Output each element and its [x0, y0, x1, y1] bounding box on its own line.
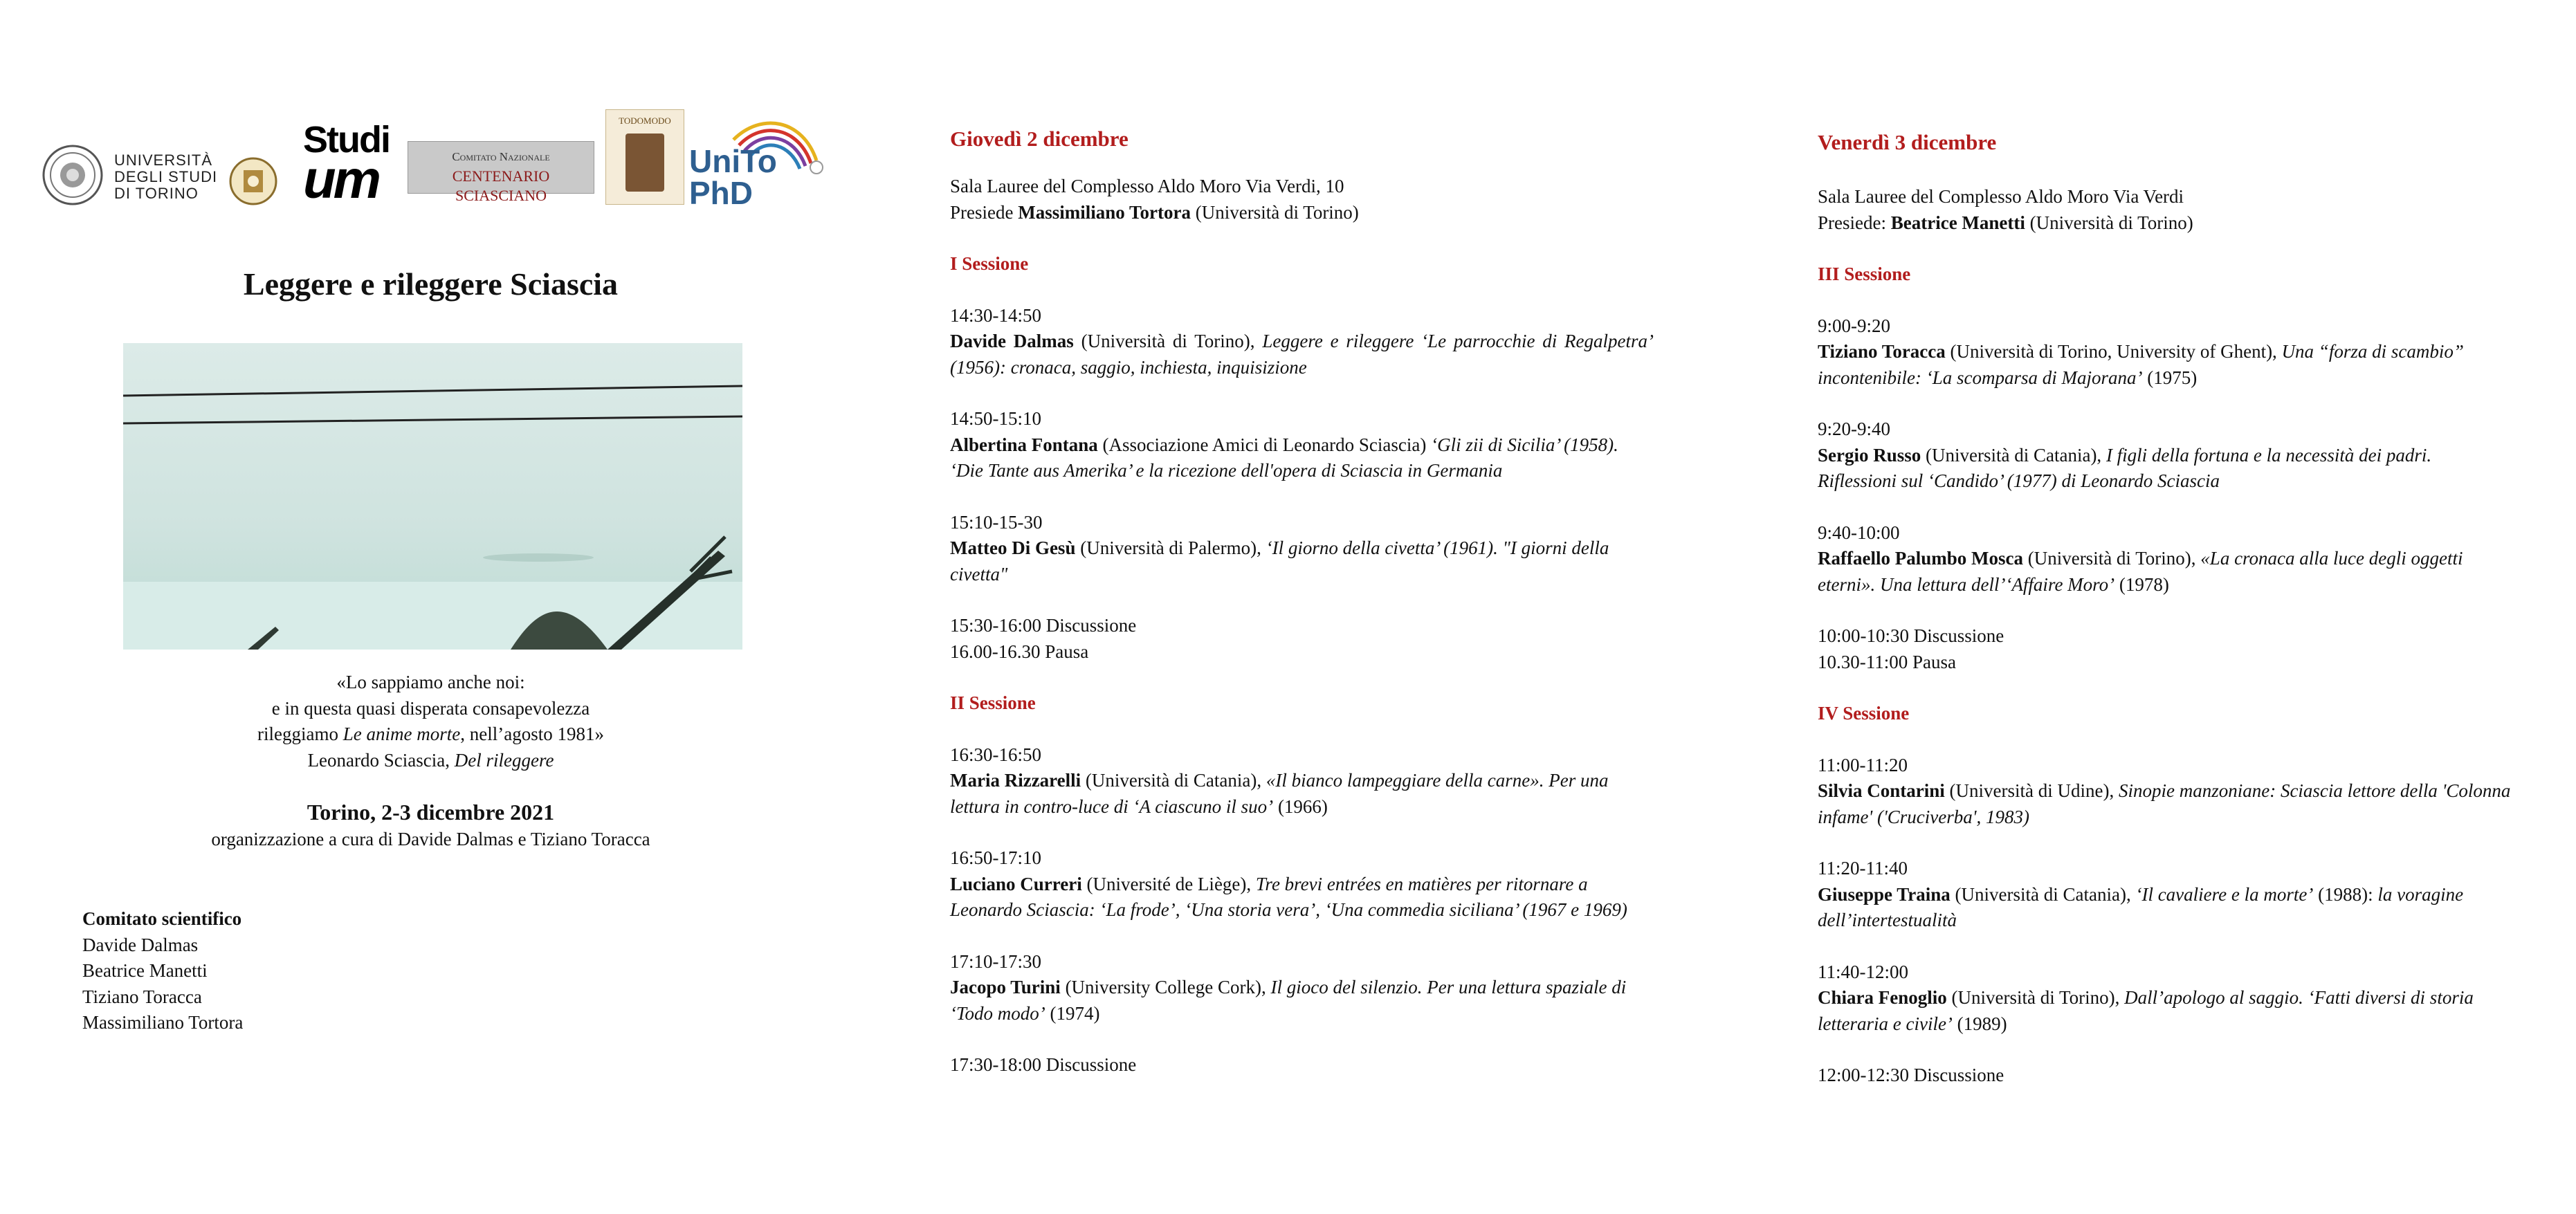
session-1-heading: I Sessione [950, 253, 1029, 274]
day1-heading: Giovedì 2 dicembre [950, 127, 1129, 151]
talk-entry: Silvia Contarini (Università di Udine), Sinopie manzoniane: Sciascia lettore della 'Colonna infame' ('Cruciverba', 1983) [1818, 780, 2511, 827]
talk-time: 9:40-10:00 [1818, 522, 1900, 543]
committee-member: Massimiliano Tortora [82, 1012, 244, 1033]
session-4-heading: IV Sessione [1818, 703, 1910, 724]
day2-venue: Sala Lauree del Complesso Aldo Moro Via Verdi [1818, 186, 2184, 207]
talk-time: 14:50-15:10 [950, 408, 1041, 429]
comitato-line1: Comitato Nazionale [452, 150, 550, 163]
discussion: 10:00-10:30 Discussione [1818, 625, 2004, 646]
scientific-committee [82, 906, 428, 1036]
studium-bottom: um [303, 149, 378, 210]
unito-line2: DEGLI STUDI [114, 168, 218, 185]
committee-member: Davide Dalmas [82, 934, 199, 955]
talk-entry: Davide Dalmas (Università di Torino), Leggere e rileggere ‘Le parrocchie di Regalpetra’ (1956): cronaca, saggio, inchiesta, inquisizione [950, 331, 1654, 378]
talk-entry: Jacopo Turini (University College Cork), Il gioco del silenzio. Per una lettura spaziale di ‘Todo modo’ (1974) [950, 977, 1627, 1024]
session-3-heading: III Sessione [1818, 264, 1911, 284]
talk-time: 11:40-12:00 [1818, 961, 1908, 982]
comitato-logo [408, 141, 594, 204]
discussion: 12:00-12:30 Discussione [1818, 1065, 2004, 1085]
todomodo-figure [625, 134, 664, 192]
talk-time: 15:10-15-30 [950, 511, 1043, 533]
talk-time: 9:00-9:20 [1818, 315, 1890, 336]
talk-entry: Raffaello Palumbo Mosca (Università di Torino), «La cronaca alla luce degli oggetti eterni». Una lettura dell’‘Affaire Moro’ (1978) [1818, 548, 2463, 595]
studium-top: Studi [303, 119, 390, 160]
day1-chair: Presiede Massimiliano Tortora (Università di Torino) [950, 201, 1359, 223]
comitato-line2: CENTENARIO SCIASCIANO [452, 167, 550, 204]
organizers: organizzazione a cura di Davide Dalmas e Tiziano Toracca [211, 829, 650, 849]
pause: 16.00-16.30 Pausa [950, 641, 1089, 662]
session-2-heading: II Sessione [950, 692, 1036, 713]
pause: 10.30-11:00 Pausa [1818, 651, 1956, 672]
event-title: Leggere e rileggere Sciascia [243, 266, 619, 302]
talk-time: 14:30-14:50 [950, 304, 1041, 326]
quote-line2: e in questa quasi disperata consapevolezza [271, 697, 590, 719]
quote-line3: rileggiamo Le anime morte, nell’agosto 1981» [257, 724, 604, 744]
unito-line1: UNIVERSITÀ [114, 151, 213, 169]
cover-photo [123, 343, 742, 650]
event-date: Torino, 2-3 dicembre 2021 [307, 800, 555, 825]
committee-member: Tiziano Toracca [82, 986, 202, 1007]
committee-title: Comitato scientifico [82, 908, 242, 929]
talk-entry: Matteo Di Gesù (Università di Palermo), ‘Il giorno della civetta’ (1961). "I giorni della civetta" [950, 537, 1609, 585]
talk-entry: Chiara Fenoglio (Università di Torino), Dall’apologo al saggio. ‘Fatti diversi di storia letteraria e civile’ (1989) [1818, 987, 2474, 1034]
day2-heading: Venerdì 3 dicembre [1818, 130, 1997, 154]
talk-entry: Sergio Russo (Università di Catania), I figli della fortuna e la necessità dei padri. Riflessioni sul ‘Candido’ (1977) di Leonardo Sciascia [1818, 444, 2432, 491]
quote-author: Leonardo Sciascia, Del rileggere [307, 749, 554, 771]
talk-time: 9:20-9:40 [1818, 419, 1890, 439]
quote-block [97, 670, 765, 773]
phd-bottom: PhD [689, 175, 753, 211]
committee-member: Beatrice Manetti [82, 960, 208, 981]
talk-time: 16:30-16:50 [950, 744, 1041, 765]
talk-entry: Luciano Curreri (Université de Liège), Tre brevi entrées en matières per ritornare a Leonardo Sciascia: ‘La frode’, ‘Una storia vera’, ‘Una commedia siciliana’ (1967 e 1969) [950, 873, 1627, 920]
talk-time: 17:10-17:30 [950, 950, 1041, 972]
talk-entry: Albertina Fontana (Associazione Amici di Leonardo Sciascia) ‘Gli zii di Sicilia’ (1958). ‘Die Tante aus Amerika’ e la ricezione dell'opera di Sciascia in Germania [950, 434, 1618, 481]
department-seal-icon [228, 156, 278, 206]
discussion: 15:30-16:00 Discussione [950, 615, 1137, 636]
phd-logo [689, 145, 777, 209]
program-day2 [1818, 130, 2513, 1089]
talk-entry: Maria Rizzarelli (Università di Catania), «Il bianco lampeggiare della carne». Per una lettura in contro-luce di ‘A ciascuno il suo’ (1966) [950, 770, 1609, 817]
unito-seal-icon [42, 144, 104, 206]
quote-line1: «Lo sappiamo anche noi: [336, 672, 525, 692]
program-day1 [950, 127, 1654, 1078]
day2-chair: Presiede: Beatrice Manetti (Università di Torino) [1818, 212, 2193, 233]
todomodo-logo [605, 109, 684, 205]
unito-line3: DI TORINO [114, 185, 199, 202]
studium-logo [303, 119, 393, 210]
todomodo-label: TODOMODO [619, 116, 671, 126]
day1-venue: Sala Lauree del Complesso Aldo Moro Via Verdi, 10 [950, 176, 1344, 196]
phd-top: UniTo [689, 143, 777, 179]
discussion: 17:30-18:00 Discussione [950, 1054, 1137, 1075]
unito-wordmark [114, 152, 217, 202]
talk-entry: Giuseppe Traina (Università di Catania), ‘Il cavaliere e la morte’ (1988): la voragine dell’intertestualità [1818, 883, 2464, 930]
talk-time: 11:20-11:40 [1818, 858, 1908, 879]
talk-time: 16:50-17:10 [950, 847, 1041, 868]
talk-entry: Tiziano Toracca (Università di Torino, University of Ghent), Una “forza di scambio” incontenibile: ‘La scomparsa di Majorana’ (1975) [1818, 341, 2464, 388]
talk-time: 11:00-11:20 [1818, 754, 1908, 775]
